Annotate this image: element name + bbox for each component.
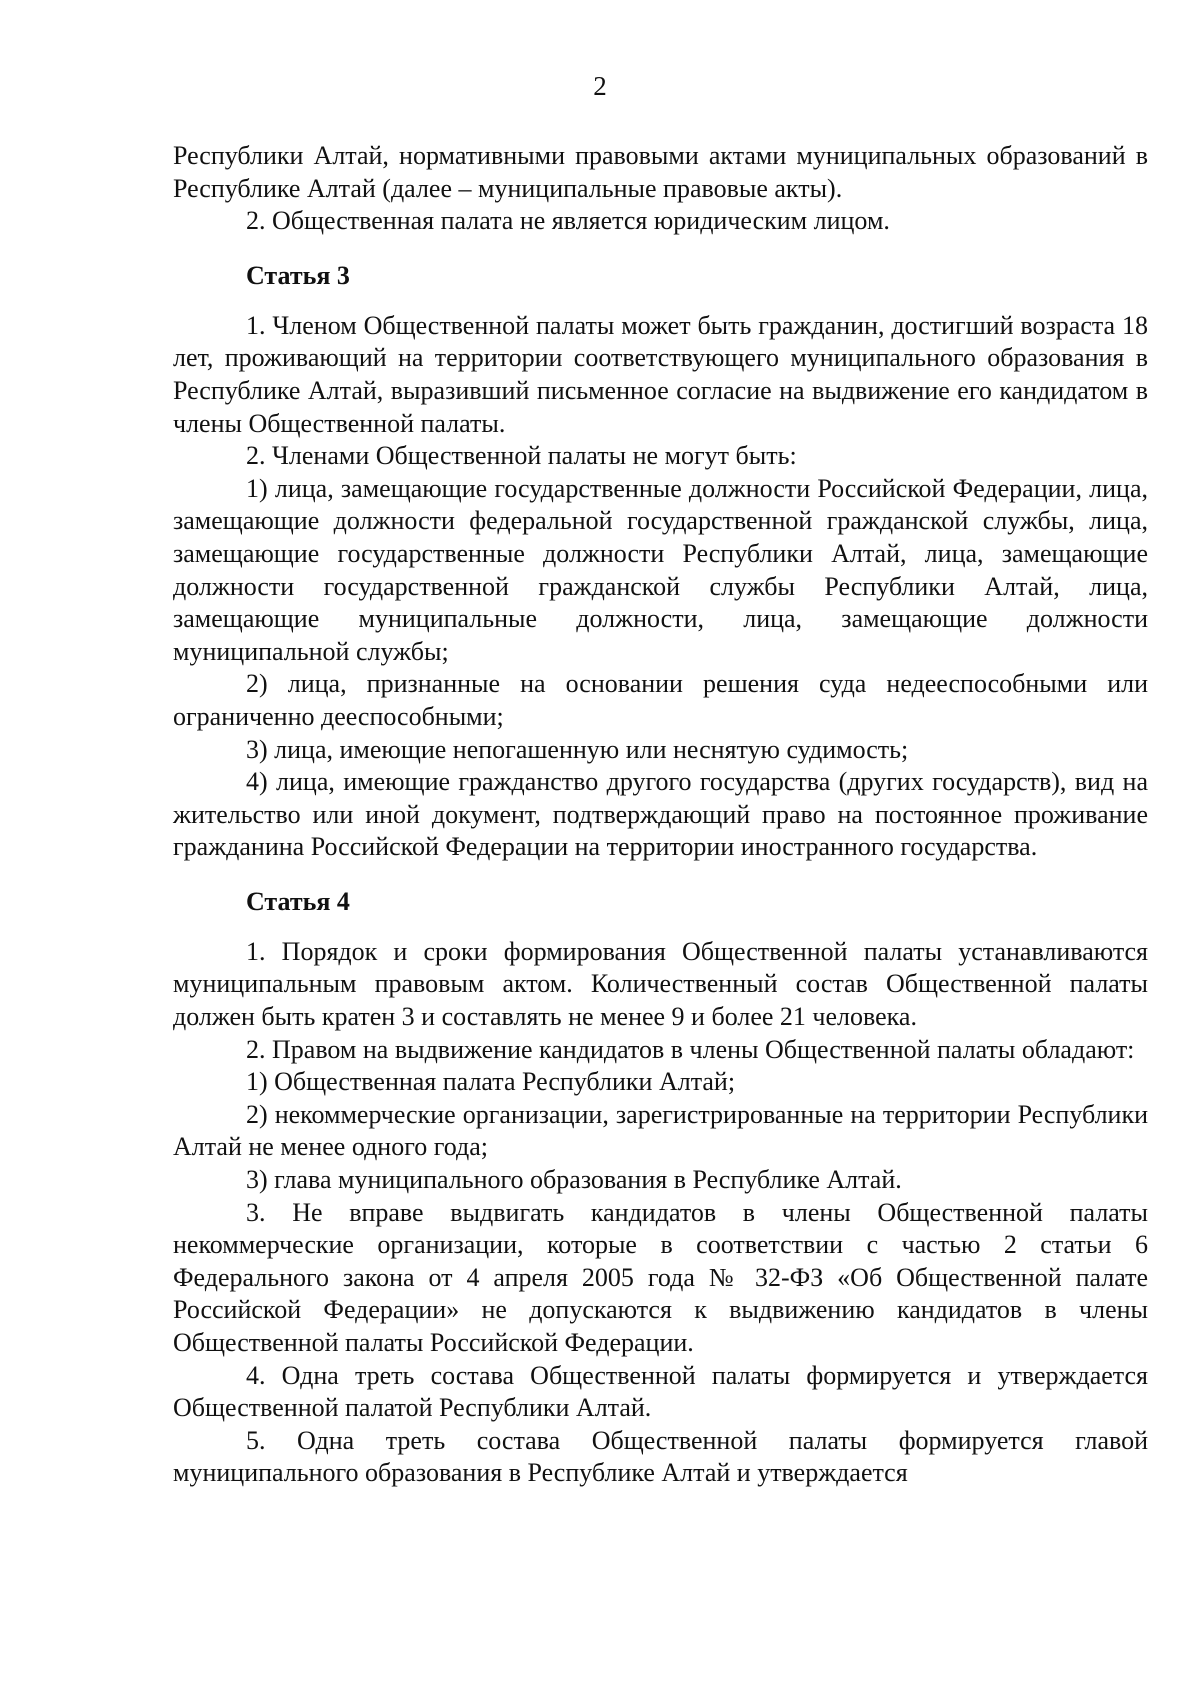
article-3-list-item: 3) лица, имеющие непогашенную или неснятую судимость; — [246, 734, 909, 764]
article-4-paragraph: 2. Правом на выдвижение кандидатов в члены Общественной палаты обладают: — [246, 1034, 1135, 1064]
article-3-list-item: 2) лица, признанные на основании решения суда недееспособными или ограниченно дееспособными; — [173, 669, 1148, 731]
page-number: 2 — [593, 71, 607, 101]
article-3-paragraph: 2. Членами Общественной палаты не могут быть: — [246, 441, 797, 471]
article-3-paragraph: 1. Членом Общественной палаты может быть гражданин, достигший возраста 18 лет, проживающий на территории соответствующего муниципального образования в Республике Алтай, выразивший письменное согласие на выдвижение его кандидатом в члены Общественной палаты. — [173, 310, 1148, 438]
article-4-heading: Статья 4 — [246, 886, 350, 916]
document-body — [173, 140, 1148, 1490]
article-4-list-item: 3) глава муниципального образования в Республике Алтай. — [246, 1165, 902, 1195]
article-4-paragraph: 1. Порядок и сроки формирования Общественной палаты устанавливаются муниципальным правовым актом. Количественный состав Общественной палаты должен быть кратен 3 и составлять не менее 9 и более 21 человека. — [173, 936, 1148, 1032]
article-3-heading: Статья 3 — [246, 260, 350, 290]
paragraph: 2. Общественная палата не является юридическим лицом. — [246, 206, 890, 236]
article-4-list-item: 2) некоммерческие организации, зарегистрированные на территории Республики Алтай не менее одного года; — [173, 1099, 1148, 1162]
article-3-list-item: 1) лица, замещающие государственные должности Российской Федерации, лица, замещающие должности федеральной государственной гражданской службы, лица, замещающие государственные должности Республики Алтай, лица, замещающие должности государственной гражданской службы Республики Алтай, лица, замещающие муниципальные должности, лица, замещающие должности муниципальной службы; — [173, 473, 1148, 666]
article-4-paragraph: 4. Одна треть состава Общественной палаты формируется и утверждается Общественной палатой Республики Алтай. — [173, 1360, 1148, 1423]
article-4-list-item: 1) Общественная палата Республики Алтай; — [246, 1067, 736, 1097]
paragraph-continued: Республики Алтай, нормативными правовыми актами муниципальных образований в Республике Алтай (далее – муниципальные правовые акты). — [173, 141, 1148, 203]
article-4-paragraph: 3. Не вправе выдвигать кандидатов в члены Общественной палаты некоммерческие организации, которые в соответствии с частью 2 статьи 6 Федерального закона от 4 апреля 2005 года № 32-ФЗ «Об Общественной палате Российской Федерации» не допускаются к выдвижению кандидатов в члены Общественной палаты Российской Федерации. — [173, 1197, 1148, 1357]
article-3-list-item: 4) лица, имеющие гражданство другого государства (других государств), вид на жительство или иной документ, подтверждающий право на постоянное проживание гражданина Российской Федерации на территории иностранного государства. — [173, 767, 1148, 862]
article-4-paragraph: 5. Одна треть состава Общественной палаты формируется главой муниципального образования в Республике Алтай и утверждается — [173, 1425, 1148, 1488]
